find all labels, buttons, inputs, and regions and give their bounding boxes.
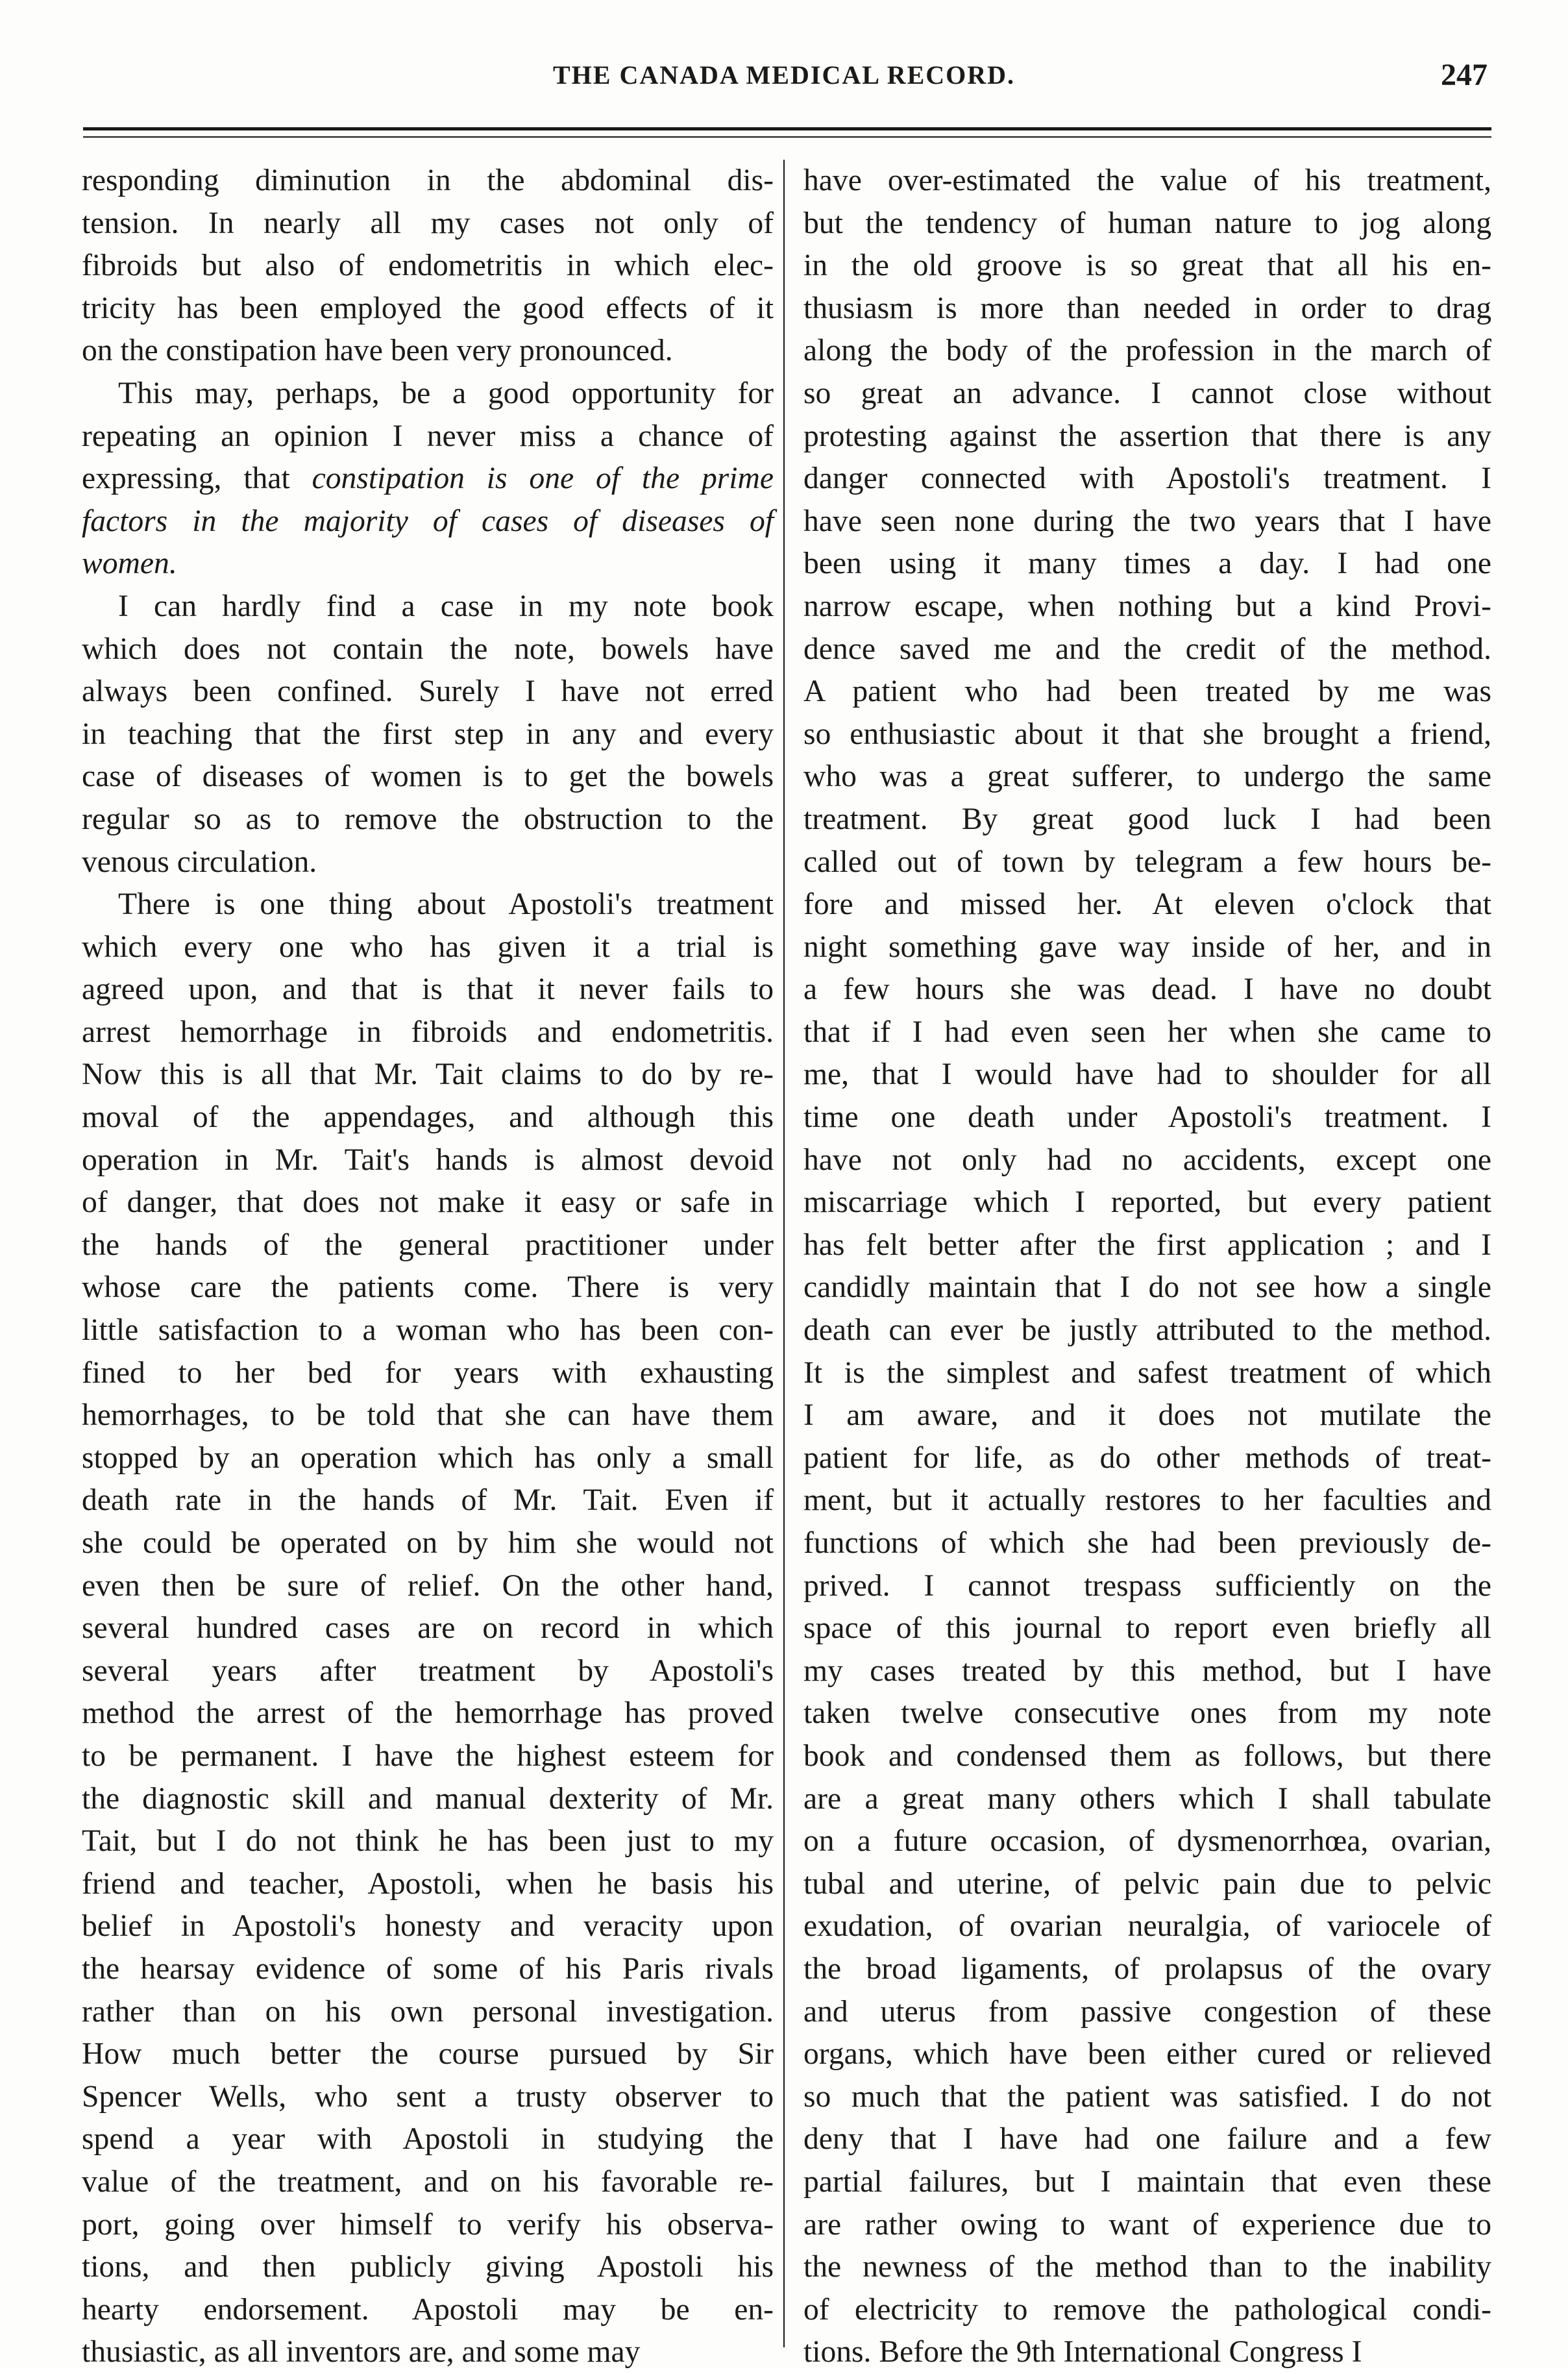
paragraph xyxy=(803,160,1491,2374)
text-line: factors in the majority of cases of diseases of xyxy=(82,504,774,538)
text-line: case of diseases of women is to get the bowels xyxy=(82,760,774,794)
paragraph xyxy=(82,373,774,586)
text-line: been using it many times a day. I had one xyxy=(803,547,1491,581)
paragraph xyxy=(82,160,774,373)
text-line: she could be operated on by him she would not xyxy=(82,1526,774,1560)
text-line: prived. I cannot trespass sufficiently on the xyxy=(803,1568,1491,1603)
text-line: functions of which she had been previously de- xyxy=(803,1526,1491,1560)
text-line: several years after treatment by Apostoli's xyxy=(82,1653,774,1688)
text-line: dence saved me and the credit of the method. xyxy=(803,632,1491,666)
text-line: have over-estimated the value of his treatment, xyxy=(803,164,1491,197)
text-line: several hundred cases are on record in which xyxy=(82,1611,774,1646)
running-header-title: THE CANADA MEDICAL RECORD. xyxy=(552,60,1016,90)
text-line: the broad ligaments, of prolapsus of the ovary xyxy=(803,1951,1491,1986)
text-line: regular so as to remove the obstruction to the xyxy=(82,802,774,836)
text-line: tions, and then publicly giving Apostoli his xyxy=(82,2250,774,2284)
text-line: port, going over himself to verify his observa- xyxy=(82,2207,774,2242)
text-line: called out of town by telegram a few hours be- xyxy=(803,845,1491,879)
text-line: There is one thing about Apostoli's treatment xyxy=(118,887,774,922)
text-line: hemorrhages, to be told that she can have them xyxy=(82,1398,774,1433)
text-line: who was a great sufferer, to undergo the same xyxy=(803,760,1491,794)
text-line: book and condensed them as follows, but there xyxy=(803,1738,1491,1773)
text-line: tubal and uterine, of pelvic pain due to pelvic xyxy=(803,1866,1491,1901)
text-line: so enthusiastic about it that she brought a friend, xyxy=(803,717,1491,751)
text-line: rather than on his own personal investigation. xyxy=(82,1994,774,2029)
text-line: which every one who has given it a trial is xyxy=(82,930,774,964)
text-line: and uterus from passive congestion of these xyxy=(803,1994,1491,2029)
text-line: fined to her bed for years with exhausting xyxy=(82,1355,774,1390)
text-line: responding diminution in the abdominal dis- xyxy=(82,164,774,197)
paragraph xyxy=(82,586,774,884)
text-line: whose care the patients come. There is very xyxy=(82,1270,774,1305)
text-line: night something gave way inside of her, and in xyxy=(803,930,1491,964)
paragraph xyxy=(82,884,774,2374)
text-line: I can hardly find a case in my note book xyxy=(118,589,774,623)
header-rule-thin xyxy=(83,136,1491,138)
text-line: danger connected with Apostoli's treatment. I xyxy=(803,462,1491,496)
text-line: venous circulation. xyxy=(82,845,317,879)
text-line: value of the treatment, and on his favorable re- xyxy=(82,2164,774,2199)
text-line: always been confined. Surely I have not erred xyxy=(82,674,774,709)
text-line: I am aware, and it does not mutilate the xyxy=(803,1398,1491,1433)
text-line: patient for life, as do other methods of treat- xyxy=(803,1440,1491,1475)
text-line: space of this journal to report even briefly all xyxy=(803,1611,1491,1646)
text-line: This may, perhaps, be a good opportunity for xyxy=(118,376,774,410)
text-line: How much better the course pursued by Sir xyxy=(82,2037,774,2071)
text-line: spend a year with Apostoli in studying the xyxy=(82,2122,774,2157)
text-line: treatment. By great good luck I had been xyxy=(803,802,1491,836)
text-line: along the body of the profession in the march of xyxy=(803,334,1491,368)
text-line: a few hours she was dead. I have no doubt xyxy=(803,972,1491,1007)
text-line: the hands of the general practitioner under xyxy=(82,1228,774,1262)
text-line: taken twelve consecutive ones from my note xyxy=(803,1696,1491,1731)
text-line: fibroids but also of endometritis in which elec- xyxy=(82,249,774,283)
left-column xyxy=(82,160,774,2374)
text-line: women. xyxy=(82,547,177,581)
text-line: of danger, that does not make it easy or safe in xyxy=(82,1185,774,1220)
text-line: in the old groove is so great that all his en- xyxy=(803,249,1491,283)
text-line: ment, but it actually restores to her faculties and xyxy=(803,1483,1491,1518)
column-divider xyxy=(783,160,785,2347)
text-line: so great an advance. I cannot close without xyxy=(803,376,1491,410)
text-line: tricity has been employed the good effects of it xyxy=(82,291,774,325)
text-line: are a great many others which I shall tabulate xyxy=(803,1781,1491,1816)
text-line: miscarriage which I reported, but every patient xyxy=(803,1185,1491,1220)
text-line: moval of the appendages, and although this xyxy=(82,1100,774,1135)
text-line: death rate in the hands of Mr. Tait. Even if xyxy=(82,1483,774,1518)
text-line: Tait, but I do not think he has been just to my xyxy=(82,1824,774,1859)
text-line: protesting against the assertion that there is any xyxy=(803,419,1491,453)
text-line: tions. Before the 9th International Congress I xyxy=(803,2335,1362,2369)
text-line: has felt better after the first application ; and I xyxy=(803,1228,1491,1262)
text-line: have not only had no accidents, except one xyxy=(803,1143,1491,1177)
text-line: method the arrest of the hemorrhage has proved xyxy=(82,1696,774,1731)
text-line: agreed upon, and that is that it never fails to xyxy=(82,972,774,1007)
text-line: tension. In nearly all my cases not only of xyxy=(82,206,774,240)
text-line: Now this is all that Mr. Tait claims to do by re- xyxy=(82,1057,774,1092)
header-rule-thick xyxy=(83,127,1491,130)
text-line: fore and missed her. At eleven o'clock that xyxy=(803,887,1491,922)
text-line: arrest hemorrhage in fibroids and endometritis. xyxy=(82,1015,774,1049)
text-line: but the tendency of human nature to jog along xyxy=(803,206,1491,240)
text-line: me, that I would have had to shoulder for all xyxy=(803,1057,1491,1092)
right-column xyxy=(803,160,1491,2374)
text-line: candidly maintain that I do not see how a single xyxy=(803,1270,1491,1305)
text-line: even then be sure of relief. On the other hand, xyxy=(82,1568,774,1603)
text-line: deny that I have had one failure and a few xyxy=(803,2122,1491,2157)
text-line: of electricity to remove the pathological condi- xyxy=(803,2292,1491,2327)
text-line: death can ever be justly attributed to the method. xyxy=(803,1313,1491,1348)
text-line: little satisfaction to a woman who has been con- xyxy=(82,1313,774,1348)
text-line: friend and teacher, Apostoli, when he basis his xyxy=(82,1866,774,1901)
text-line: belief in Apostoli's honesty and veracity upon xyxy=(82,1909,774,1944)
text-line: expressing, that constipation is one of the prime xyxy=(82,462,774,496)
text-line: the hearsay evidence of some of his Paris rivals xyxy=(82,1951,774,1986)
text-line: A patient who had been treated by me was xyxy=(803,674,1491,709)
text-line: time one death under Apostoli's treatment. I xyxy=(803,1100,1491,1135)
text-line: my cases treated by this method, but I have xyxy=(803,1653,1491,1688)
text-line: partial failures, but I maintain that even these xyxy=(803,2164,1491,2199)
text-line: narrow escape, when nothing but a kind Provi- xyxy=(803,589,1491,623)
text-line: thusiasm is more than needed in order to drag xyxy=(803,291,1491,325)
text-line: the diagnostic skill and manual dexterity of Mr. xyxy=(82,1781,774,1816)
text-line: exudation, of ovarian neuralgia, of variocele of xyxy=(803,1909,1491,1944)
text-line: that if I had even seen her when she came to xyxy=(803,1015,1491,1049)
text-line: repeating an opinion I never miss a chance of xyxy=(82,419,774,453)
text-line: operation in Mr. Tait's hands is almost devoid xyxy=(82,1143,774,1177)
text-line: are rather owing to want of experience due to xyxy=(803,2207,1491,2242)
text-line: Spencer Wells, who sent a trusty observer to xyxy=(82,2079,774,2114)
text-line: to be permanent. I have the highest esteem for xyxy=(82,1738,774,1773)
page-number: 247 xyxy=(1441,58,1488,92)
text-line: have seen none during the two years that I have xyxy=(803,504,1491,538)
text-line: thusiastic, as all inventors are, and some may xyxy=(82,2335,641,2369)
text-line: It is the simplest and safest treatment of which xyxy=(803,1355,1491,1390)
text-line: the newness of the method than to the inability xyxy=(803,2250,1491,2284)
text-line: on a future occasion, of dysmenorrhœa, ovarian, xyxy=(803,1824,1491,1859)
text-line: hearty endorsement. Apostoli may be en- xyxy=(82,2292,774,2327)
text-line: organs, which have been either cured or relieved xyxy=(803,2037,1491,2071)
text-line: on the constipation have been very pronounced. xyxy=(82,334,673,368)
text-line: in teaching that the first step in any and every xyxy=(82,717,774,751)
text-line: stopped by an operation which has only a small xyxy=(82,1440,774,1475)
text-line: so much that the patient was satisfied. I do not xyxy=(803,2079,1491,2114)
text-line: which does not contain the note, bowels have xyxy=(82,632,774,666)
